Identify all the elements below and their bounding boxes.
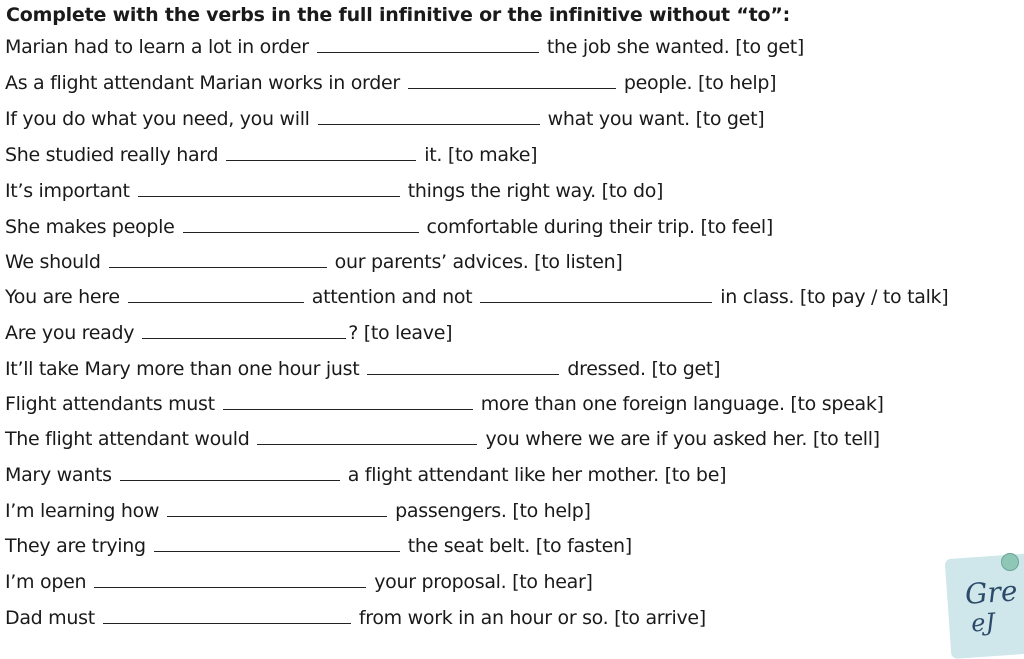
answer-blank[interactable] [154,533,400,552]
exercise-row-17 [5,605,706,635]
exercise-row-4 [5,142,537,172]
sentence-end: our parents’ advices. [to listen] [334,251,623,273]
sentence-start: They are trying [5,535,146,557]
exercise-row-13 [5,462,726,492]
instruction-heading: Complete with the verbs in the full infinitive or the infinitive without “to”: [6,4,791,26]
sentence-end: comfortable during their trip. [to feel] [426,216,774,238]
answer-blank[interactable] [128,284,304,303]
answer-blank[interactable] [257,426,477,445]
answer-blank[interactable] [167,498,387,517]
answer-blank[interactable] [223,391,473,410]
sentence-start: I’m open [5,571,87,593]
exercise-row-3 [5,106,764,136]
answer-blank[interactable] [367,356,559,375]
sentence-end: what you want. [to get] [547,108,765,130]
pushpin-icon [1001,553,1019,571]
sentence-start: It’ll take Mary more than one hour just [5,358,360,380]
sentence-end: it. [to make] [424,144,538,166]
sentence-start: We should [5,251,101,273]
sentence-start: The flight attendant would [5,428,250,450]
exercise-row-16 [5,569,593,599]
exercise-row-15 [5,533,632,563]
exercise-row-7 [5,249,622,279]
sentence-end: things the right way. [to do] [407,180,664,202]
answer-blank[interactable] [120,462,340,481]
sentence-start: Dad must [5,607,95,629]
sentence-end: the job she wanted. [to get] [546,36,804,58]
sentence-end: from work in an hour or so. [to arrive] [358,607,706,629]
sentence-end: a flight attendant like her mother. [to be] [347,464,727,486]
answer-blank[interactable] [183,214,419,233]
sentence-end: the seat belt. [to fasten] [407,535,632,557]
sentence-start: Flight attendants must [5,393,215,415]
exercise-row-5 [5,178,663,208]
sentence-start: It’s important [5,180,130,202]
sentence-end: passengers. [to help] [395,500,591,522]
sentence-start: Mary wants [5,464,112,486]
answer-blank[interactable] [318,106,540,125]
sentence-end: people. [to help] [623,72,777,94]
exercise-row-8 [5,284,948,314]
sentence-start: If you do what you need, you will [5,108,310,130]
answer-blank[interactable] [480,284,712,303]
sentence-start: Are you ready [5,322,135,344]
sticker-text-2: eJ [970,607,996,638]
exercise-row-12 [5,426,880,456]
sentence-end: your proposal. [to hear] [374,571,593,593]
sticker-text: Gre [963,574,1019,611]
exercise-row-6 [5,214,773,244]
answer-blank[interactable] [103,605,351,624]
sentence-start: Marian had to learn a lot in order [5,36,309,58]
exercise-row-2 [5,70,776,100]
sentence-end: ? [to leave] [348,322,453,344]
answer-blank[interactable] [226,142,416,161]
sentence-start: She makes people [5,216,175,238]
sentence-end: more than one foreign language. [to speak] [480,393,884,415]
answer-blank[interactable] [109,249,327,268]
exercise-row-10 [5,356,720,386]
answer-blank[interactable] [138,178,400,197]
sentence-start: You are here [5,286,120,308]
answer-blank[interactable] [94,569,366,588]
sentence-end: you where we are if you asked her. [to tell] [485,428,880,450]
exercise-row-1 [5,34,804,64]
sentence-end: in class. [to pay / to talk] [720,286,949,308]
sentence-middle: attention and not [311,286,473,308]
answer-blank[interactable] [142,320,346,339]
exercise-row-9 [5,320,452,350]
answer-blank[interactable] [317,34,539,53]
sentence-start: As a flight attendant Marian works in order [5,72,400,94]
sentence-start: She studied really hard [5,144,219,166]
sentence-end: dressed. [to get] [567,358,721,380]
sentence-start: I’m learning how [5,500,160,522]
answer-blank[interactable] [408,70,616,89]
exercise-row-11 [5,391,884,421]
exercise-row-14 [5,498,591,528]
